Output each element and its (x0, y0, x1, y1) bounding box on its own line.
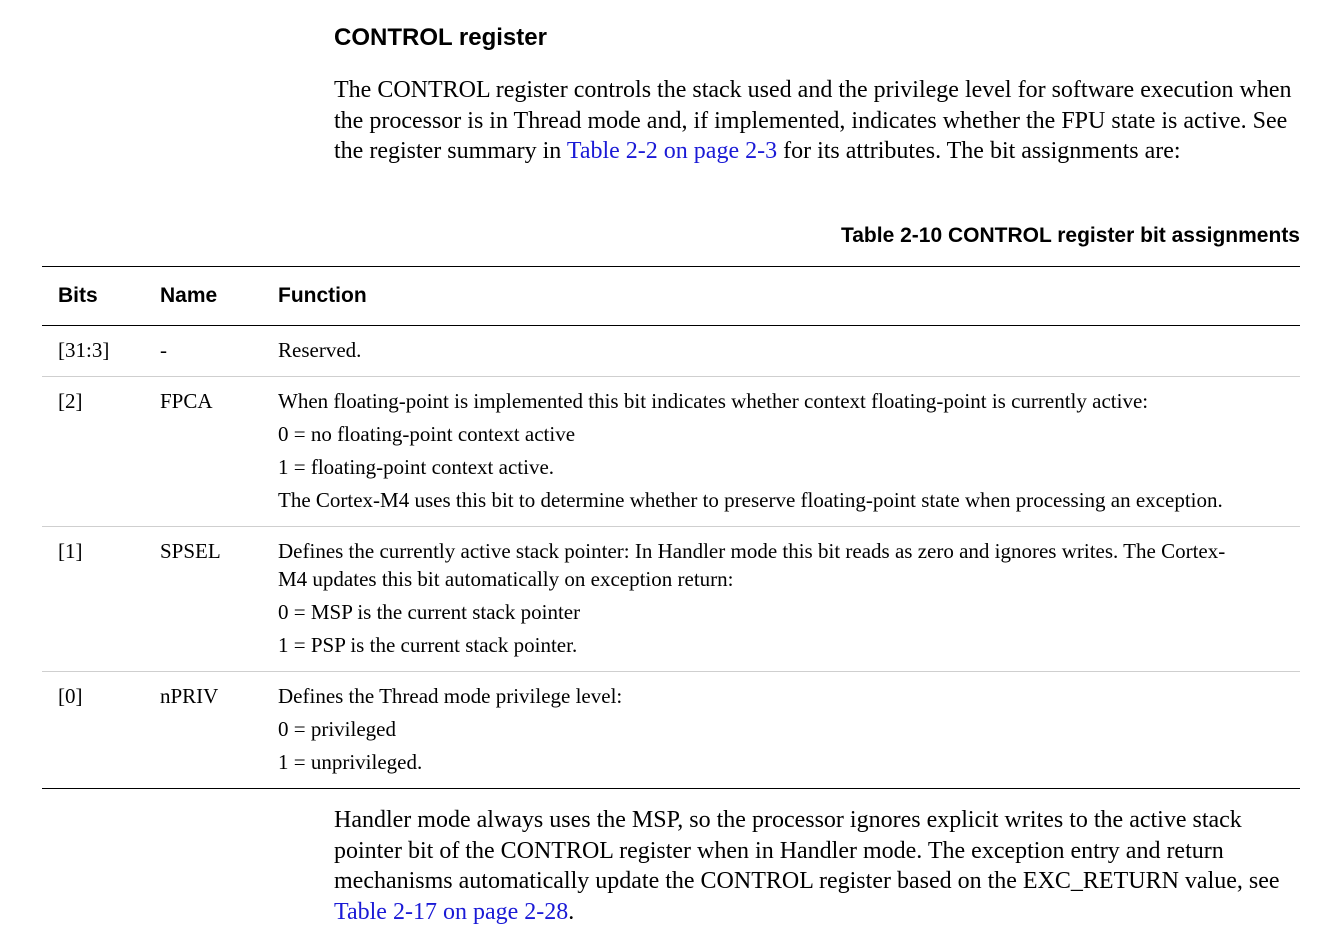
table-caption: Table 2-10 CONTROL register bit assignments (840, 224, 1300, 247)
function-line: Defines the Thread mode privilege level: (278, 684, 623, 708)
function-line: 0 = privileged (278, 717, 396, 741)
cell-bits: [1] (58, 539, 83, 563)
cell-function (278, 387, 1300, 514)
function-line: 0 = MSP is the current stack pointer (278, 600, 581, 624)
table-header-row (42, 267, 1300, 326)
header-name: Name (160, 284, 218, 307)
cell-name: - (160, 338, 167, 362)
cell-function (278, 537, 1300, 659)
function-line: Reserved. (278, 338, 362, 362)
intro-text-2: for its attributes. The bit assignments are: (777, 138, 1181, 164)
cell-bits: [2] (58, 389, 83, 413)
cell-bits: [31:3] (58, 338, 110, 362)
function-line: 0 = no floating-point context active (278, 422, 576, 446)
table-row (42, 671, 1300, 788)
function-line: 1 = unprivileged. (278, 750, 423, 774)
table-2-2-link[interactable]: Table 2-2 on page 2-3 (566, 138, 778, 164)
table-row (42, 376, 1300, 526)
cell-name: nPRIV (160, 684, 219, 708)
intro-paragraph (334, 75, 1300, 167)
footer-text-2: . (568, 898, 575, 925)
cell-name: FPCA (160, 389, 213, 413)
footer-paragraph (334, 805, 1300, 927)
footer-text-1: Handler mode always uses the MSP, so the processor ignores explicit writes to the active stack pointer bit of the CONTROL register when in Handler mode. The exception entry and return mechanisms automatically update the CONTROL register based on the EXC_RETURN value, see (334, 807, 1280, 894)
intro-text-1: The CONTROL register controls the stack used and the privilege level for software execution when the processor is in Thread mode and, if implemented, indicates whether the FPU state is active. See the register summary in (334, 77, 1292, 164)
header-bits: Bits (58, 284, 98, 307)
function-line: 1 = floating-point context active. (278, 455, 555, 479)
section-heading: CONTROL register (334, 24, 547, 51)
function-line: 1 = PSP is the current stack pointer. (278, 633, 578, 657)
table-2-17-link[interactable]: Table 2-17 on page 2-28 (334, 898, 569, 925)
bit-assignments-table (42, 266, 1300, 789)
table-row (42, 526, 1300, 671)
table-row (42, 326, 1300, 376)
cell-bits: [0] (58, 684, 83, 708)
header-function: Function (278, 284, 367, 307)
cell-function (278, 682, 1300, 776)
function-line: Defines the currently active stack pointer: In Handler mode this bit reads as zero and ignores writes. The Cortex-M4 updates this bit automatically on exception return: (278, 539, 1226, 591)
cell-name: SPSEL (160, 539, 221, 563)
cell-function (278, 336, 1300, 364)
function-line: When floating-point is implemented this bit indicates whether context floating-point is currently active: (278, 389, 1149, 413)
function-line: The Cortex-M4 uses this bit to determine whether to preserve floating-point state when processing an exception. (278, 488, 1223, 512)
